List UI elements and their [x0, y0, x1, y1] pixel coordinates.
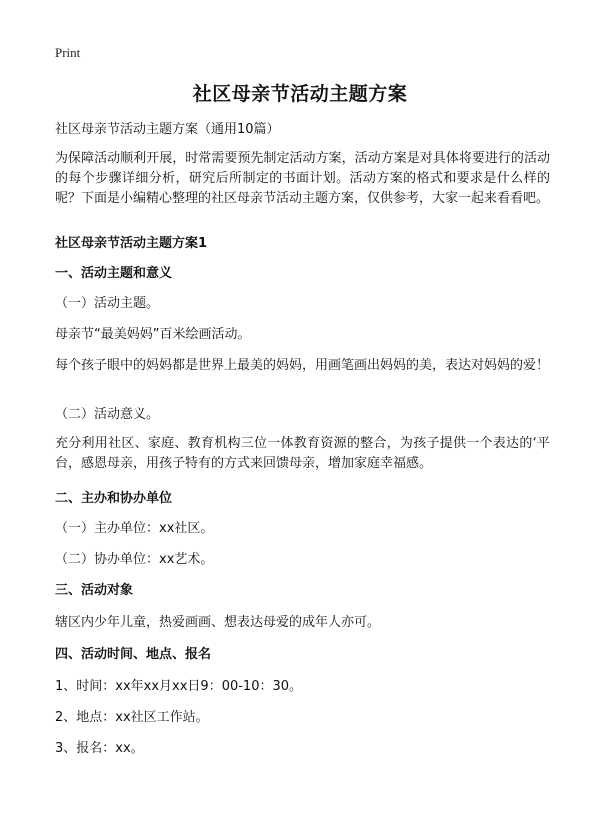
theme-subheading: （一）活动主题。 [55, 296, 160, 311]
time-item: 1、时间：xx年xx月xx日9：00-10：30。 [55, 679, 303, 694]
host-unit: （一）主办单位：xx社区。 [55, 521, 214, 536]
print-link[interactable]: Print [55, 45, 81, 60]
heading-theme: 一、活动主题和意义 [55, 266, 173, 281]
section-heading: 社区母亲节活动主题方案1 [55, 236, 208, 251]
intro-paragraph: 为保障活动顺利开展，时常需要预先制定活动方案，活动方案是对具体将要进行的活动的每个步骤详细分析，研究后所制定的书面计划。活动方案的格式和要求是什么样的呢？下面是小编精心整理的社区母亲节活动主题方案，仅供参考，大家一起来看看吧。 [55, 151, 550, 206]
signup-item: 3、报名：xx。 [55, 741, 144, 756]
place-item: 2、地点：xx社区工作站。 [55, 710, 209, 725]
heading-target: 三、活动对象 [55, 583, 134, 598]
heading-time: 四、活动时间、地点、报名 [55, 647, 212, 662]
heading-units: 二、主办和协办单位 [55, 491, 173, 506]
meaning-paragraph: 充分利用社区、家庭、教育机构三位一体教育资源的整合，为孩子提供一个表达的‘平台，感恩母亲，用孩子特有的方式来回馈母亲，增加家庭幸福感。 [55, 436, 550, 471]
co-unit: （二）协办单位：xx艺术。 [55, 552, 214, 567]
page-title: 社区母亲节活动主题方案 [192, 83, 408, 105]
subtitle: 社区母亲节活动主题方案（通用10篇） [55, 122, 280, 137]
theme-description: 每个孩子眼中的妈妈都是世界上最美的妈妈，用画笔画出妈妈的美，表达对妈妈的爱！ [55, 358, 550, 373]
meaning-subheading: （二）活动意义。 [55, 407, 160, 422]
theme-text: 母亲节“最美妈妈”百米绘画活动。 [55, 327, 251, 342]
target-text: 辖区内少年儿童，热爱画画、想表达母爱的成年人亦可。 [55, 615, 381, 630]
